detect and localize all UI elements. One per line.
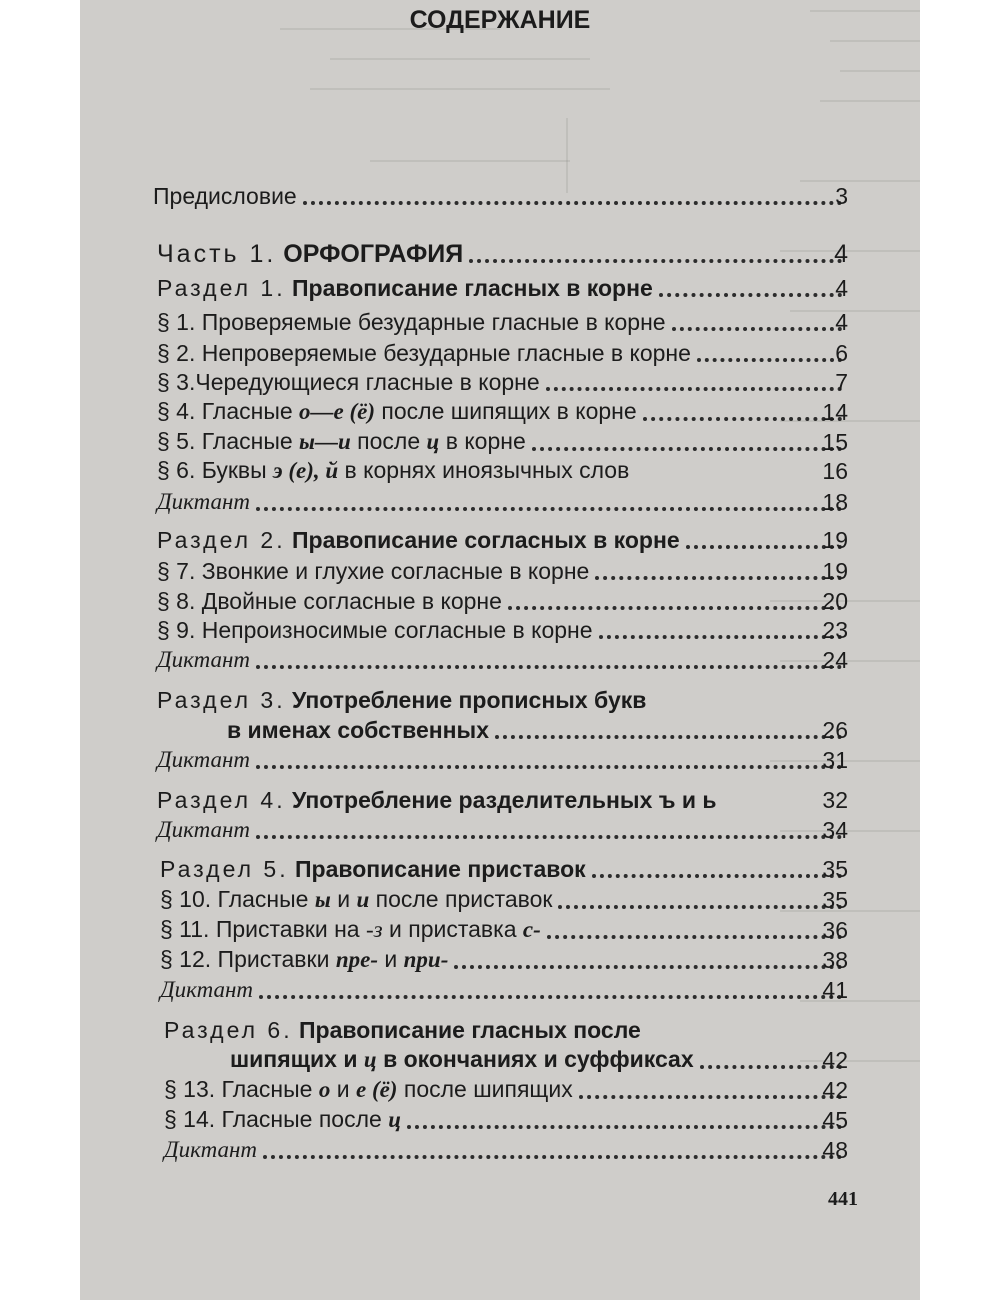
dot-leader [672, 327, 842, 331]
text-part: после шипящих [397, 1076, 573, 1102]
toc-section-6-line2[interactable] [230, 1044, 848, 1074]
toc-paragraph-11[interactable] [160, 914, 848, 944]
dot-leader [599, 635, 842, 639]
dot-leader [643, 417, 842, 421]
toc-page: 32 [822, 787, 848, 813]
toc-paragraph-8[interactable] [157, 585, 848, 615]
toc-dictation-5[interactable] [160, 974, 848, 1004]
text-part: после [350, 428, 427, 454]
text-part: и приставка [382, 916, 523, 942]
dot-leader [259, 995, 842, 999]
letters-italic: -з [365, 917, 383, 942]
toc-label: Предисловие [153, 183, 297, 209]
toc-page: 31 [822, 747, 848, 773]
toc-page: 26 [822, 717, 848, 743]
toc-page: 41 [822, 977, 848, 1003]
toc-page: 14 [822, 399, 848, 425]
section-title: Употребление прописных букв [291, 687, 647, 713]
toc-paragraph-9[interactable] [157, 614, 848, 644]
section-title: Употребление разделительных ъ и ь [291, 787, 717, 813]
toc-section-5[interactable] [160, 853, 848, 883]
dot-leader [558, 905, 842, 909]
toc-paragraph-6[interactable] [157, 455, 848, 485]
toc-dictation-3[interactable] [157, 744, 848, 774]
dot-leader [686, 545, 842, 549]
toc-section-6-line1[interactable] [164, 1014, 848, 1044]
toc-section-3-line2[interactable] [227, 714, 848, 744]
text-part: § 5. Гласные [157, 428, 300, 454]
toc-paragraph-12[interactable] [160, 944, 848, 974]
toc-page: 34 [822, 817, 848, 843]
dot-leader [697, 358, 842, 362]
text-part: после шипящих в корне [375, 398, 637, 424]
section-prefix: Раздел 6. [164, 1017, 293, 1043]
toc-page: 20 [822, 588, 848, 614]
text-part: § 11. Приставки на [160, 916, 366, 942]
section-prefix: Раздел 3. [157, 687, 286, 713]
toc-page: 18 [822, 489, 848, 515]
toc-page: 4 [835, 275, 848, 301]
dot-leader [579, 1095, 842, 1099]
toc-page: 48 [822, 1137, 848, 1163]
letters-italic: и [356, 887, 370, 912]
part-prefix: Часть 1. [157, 240, 277, 268]
toc-paragraph-14[interactable] [164, 1104, 848, 1134]
letters-italic: е (ё) [355, 1077, 398, 1102]
toc-paragraph-13[interactable] [164, 1074, 848, 1104]
dot-leader [595, 576, 842, 580]
toc-part-1[interactable] [157, 238, 848, 268]
letters-italic: ц [388, 1107, 401, 1132]
letters-italic: при- [403, 947, 449, 972]
text-part: и [330, 1076, 356, 1102]
toc-label: Диктант [157, 817, 250, 842]
section-title-cont: шипящих и [230, 1046, 364, 1072]
toc-dictation-4[interactable] [157, 814, 848, 844]
toc-page: 38 [822, 947, 848, 973]
section-prefix: Раздел 5. [160, 856, 289, 882]
section-title: Правописание приставок [294, 856, 586, 882]
section-title: Правописание гласных в корне [291, 275, 653, 301]
letters-italic: о—е (ё) [299, 399, 376, 424]
section-prefix: Раздел 4. [157, 787, 286, 813]
toc-paragraph-5[interactable] [157, 426, 848, 456]
dot-leader [454, 965, 842, 969]
dot-leader [303, 201, 842, 205]
toc-page: 15 [822, 429, 848, 455]
toc-label: § 7. Звонкие и глухие согласные в корне [157, 558, 590, 584]
toc-page: 6 [835, 340, 848, 366]
toc-dictation-1[interactable] [157, 486, 848, 516]
letters-italic: ц [363, 1047, 377, 1072]
dot-leader [495, 735, 842, 739]
section-title-cont: в именах собственных [227, 717, 489, 743]
toc-preface[interactable] [153, 180, 848, 210]
toc-label: Диктант [157, 489, 250, 514]
toc-page: 35 [822, 856, 848, 882]
dot-leader [546, 387, 842, 391]
toc-page: 19 [822, 558, 848, 584]
toc-paragraph-3[interactable] [157, 366, 848, 396]
section-title: Правописание гласных после [298, 1017, 641, 1043]
toc-label: Диктант [157, 647, 250, 672]
section-title-cont: в окончаниях и суффиксах [376, 1046, 694, 1072]
toc-paragraph-7[interactable] [157, 555, 848, 585]
dot-leader [592, 874, 842, 878]
toc-page: 16 [822, 458, 848, 484]
toc-paragraph-4[interactable] [157, 396, 848, 426]
dot-leader [263, 1155, 842, 1159]
toc-label: § 2. Непроверяемые безударные гласные в корне [157, 340, 691, 366]
letters-italic: ы [314, 887, 331, 912]
dot-leader [256, 835, 842, 839]
toc-page: 4 [835, 309, 848, 335]
toc-page: 24 [822, 647, 848, 673]
dot-leader [532, 447, 842, 451]
text-part: в корнях иноязычных слов [338, 457, 630, 483]
text-part: и [330, 886, 357, 912]
toc-paragraph-2[interactable] [157, 337, 848, 367]
toc-page: 36 [822, 917, 848, 943]
part-title: ОРФОГРАФИЯ [283, 240, 464, 268]
toc-label: Диктант [160, 977, 253, 1002]
toc-paragraph-10[interactable] [160, 884, 848, 914]
text-part: и [377, 946, 404, 972]
dot-leader [659, 293, 842, 297]
toc-page: 4 [834, 240, 848, 268]
toc-section-3-line1[interactable] [157, 684, 848, 714]
letters-italic: о [318, 1077, 331, 1102]
dot-leader [256, 507, 842, 511]
text-part: § 6. Буквы [157, 457, 274, 483]
text-part: § 4. Гласные [157, 398, 300, 424]
toc-dictation-2[interactable] [157, 644, 848, 674]
toc-page: 42 [822, 1077, 848, 1103]
section-title: Правописание согласных в корне [291, 527, 680, 553]
toc-label: Диктант [164, 1137, 257, 1162]
toc-page: 3 [835, 183, 848, 209]
section-prefix: Раздел 1. [157, 275, 286, 301]
toc-dictation-6[interactable] [164, 1134, 848, 1164]
toc-page: 19 [822, 527, 848, 553]
dot-leader [508, 606, 842, 610]
text-part: § 13. Гласные [164, 1076, 319, 1102]
toc-label: § 8. Двойные согласные в корне [157, 588, 502, 614]
toc-paragraph-1[interactable] [157, 306, 848, 336]
section-prefix: Раздел 2. [157, 527, 286, 553]
text-part: § 10. Гласные [160, 886, 315, 912]
letters-italic: ы—и [299, 429, 351, 454]
toc-label: § 9. Непроизносимые согласные в корне [157, 617, 593, 643]
toc-section-4[interactable] [157, 784, 848, 814]
dot-leader [256, 765, 842, 769]
page-number: 441 [828, 1188, 858, 1210]
letters-italic: э (е), й [273, 458, 339, 483]
toc-page: 45 [822, 1107, 848, 1133]
dot-leader [700, 1065, 842, 1069]
table-of-contents [80, 0, 920, 1300]
toc-page: 35 [822, 887, 848, 913]
text-part: § 14. Гласные после [164, 1106, 389, 1132]
dot-leader [256, 665, 842, 669]
toc-page: 23 [822, 617, 848, 643]
dot-leader [469, 259, 842, 263]
text-part: § 12. Приставки [160, 946, 336, 972]
text-part: после приставок [369, 886, 553, 912]
letters-italic: ц [426, 429, 440, 454]
dot-leader [407, 1125, 842, 1129]
toc-section-1[interactable] [157, 272, 848, 302]
dot-leader [547, 935, 842, 939]
toc-label: Диктант [157, 747, 250, 772]
text-part: в корне [439, 428, 526, 454]
toc-label: § 3.Чередующиеся гласные в корне [157, 369, 540, 395]
book-page [80, 0, 920, 1300]
toc-page: 42 [822, 1047, 848, 1073]
toc-page: 7 [835, 369, 848, 395]
letters-italic: с- [522, 917, 541, 942]
letters-italic: пре- [335, 947, 378, 972]
toc-label: § 1. Проверяемые безударные гласные в корне [157, 309, 666, 335]
toc-section-2[interactable] [157, 524, 848, 554]
page-title: СОДЕРЖАНИЕ [409, 6, 591, 34]
